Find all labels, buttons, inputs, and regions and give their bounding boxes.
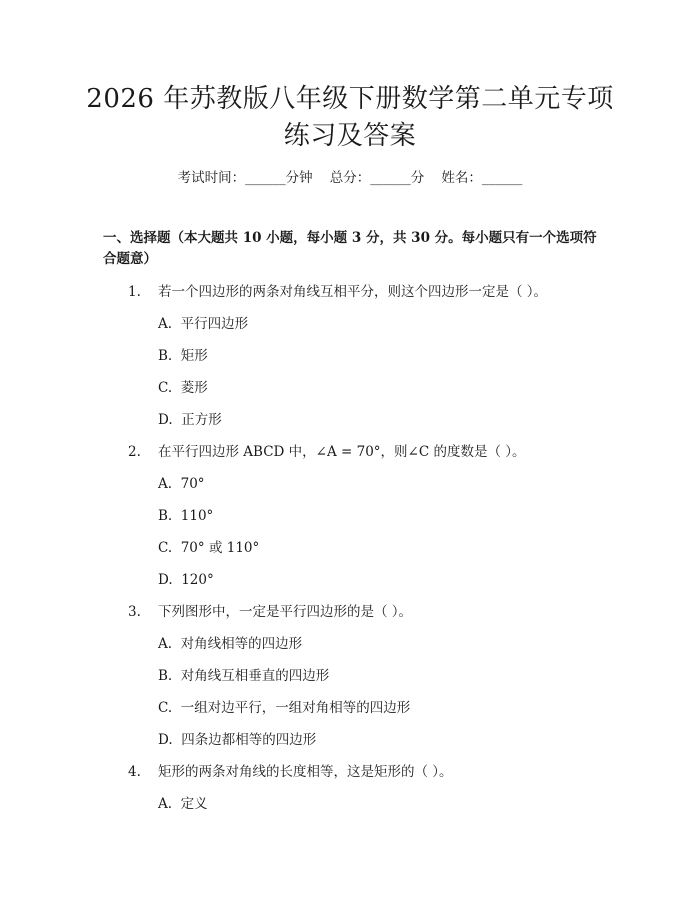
option-d: D. 四条边都相等的四边形 [158, 732, 317, 748]
question-text: 矩形的两条对角线的长度相等，这是矩形的（ ）。 [158, 764, 453, 780]
page-title-line1: 2026 年苏教版八年级下册数学第二单元专项 [86, 84, 614, 114]
option-d: D. 120° [158, 572, 214, 588]
option-c: C. 70° 或 110° [158, 540, 260, 556]
option-b: B. 110° [158, 508, 214, 524]
option-a: A. 定义 [158, 796, 208, 812]
section-heading-line2: 合题意） [103, 251, 157, 267]
question-text: 若一个四边形的两条对角线互相平分，则这个四边形一定是（ ）。 [158, 284, 548, 300]
question-number: 2. [128, 444, 141, 460]
option-a: A. 对角线相等的四边形 [158, 636, 303, 652]
section-heading-line1: 一、选择题（本大题共 10 小题，每小题 3 分，共 30 分。每小题只有一个选项符 [103, 230, 597, 246]
question-text: 在平行四边形 ABCD 中，∠A = 70°，则∠C 的度数是（ ）。 [158, 444, 526, 460]
option-b: B. 对角线互相垂直的四边形 [158, 668, 330, 684]
question-text: 下列图形中，一定是平行四边形的是（ ）。 [158, 604, 413, 620]
option-c: C. 菱形 [158, 380, 208, 396]
question-number: 4. [128, 764, 141, 780]
option-d: D. 正方形 [158, 412, 222, 428]
option-a: A. 平行四边形 [158, 316, 249, 332]
question-number: 3. [128, 604, 141, 620]
option-a: A. 70° [158, 476, 205, 492]
page-title-line2: 练习及答案 [283, 121, 417, 151]
option-b: B. 矩形 [158, 348, 208, 364]
option-c: C. 一组对边平行，一组对角相等的四边形 [158, 700, 411, 716]
question-number: 1. [128, 284, 141, 300]
exam-meta-line: 考试时间：______分钟 总分：______分 姓名：______ [177, 170, 523, 186]
